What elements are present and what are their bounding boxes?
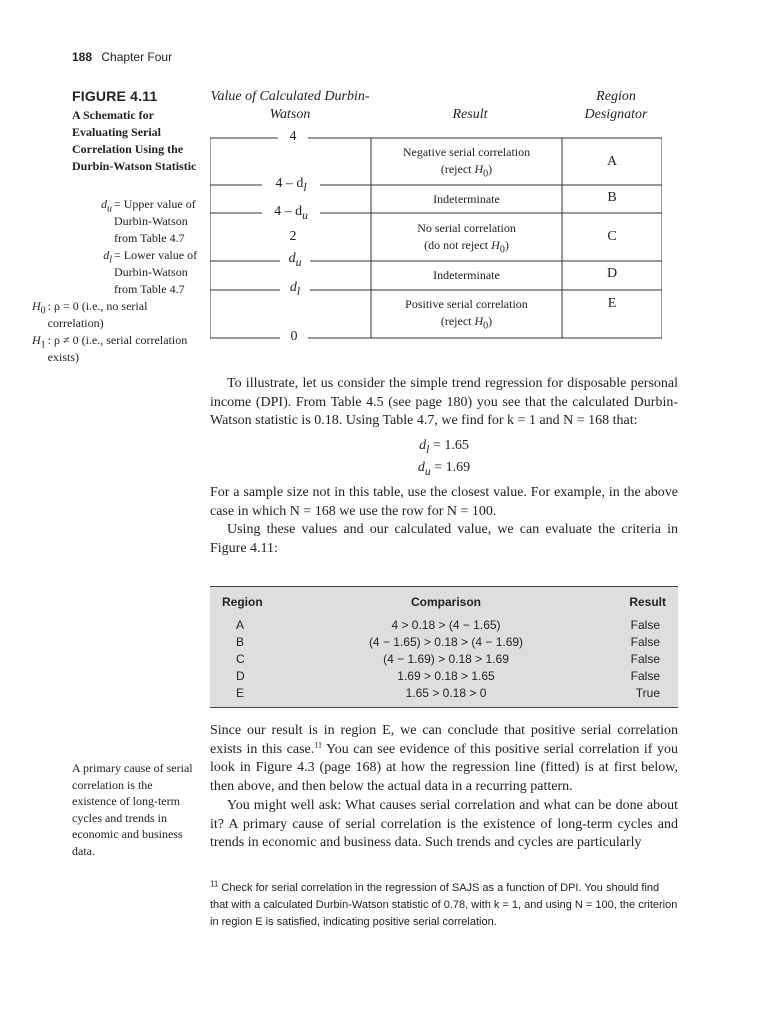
table-header-comparison: Comparison (410, 595, 481, 609)
paragraph-illustrate: To illustrate, let us consider the simple trend regression for disposable personal income (DPI). From Table 4.5 (see page 180) you see that the calculated Durbin-Watson statistic is 0.18. Using Table 4.7, we find for k = 1 and N = 168 that: (210, 376, 678, 428)
legend-item-h1: $H_1$ : ρ ≠ 0 (i.e., serial correlation exists) (32, 333, 188, 364)
table-header-result: Result (629, 595, 666, 609)
footnote: $^{11}$ Check for serial correlation in the regression of SAJS as a function of DPI. You should find that with a calculated Durbin-Watson statistic of 0.78, with k = 1, and using N = 100, the criterion in region E is satisfied, indicating positive serial correlation. (210, 879, 678, 928)
dw-value-4-du: $4 - d_u$ (274, 204, 308, 222)
dw-value-0: 0 (290, 329, 298, 344)
footnote-ref[interactable]: 11 (314, 739, 322, 749)
result-region-d: Indeterminate (433, 268, 500, 282)
region-b: B (607, 190, 617, 205)
region-a: A (606, 154, 618, 169)
col-header-value: Value of Calculated Durbin-Watson (210, 89, 370, 122)
dw-value-2: 2 (289, 229, 297, 244)
region-e: E (607, 296, 617, 311)
table-header-region: Region (222, 595, 263, 609)
equation-dl: $d_l = 1.65$ (419, 438, 469, 456)
page-number: 188 (72, 50, 93, 64)
margin-note: A primary cause of serial correlation is the existence of long-term cycles and trends in economic and business data. (72, 761, 193, 858)
figure-legend (32, 196, 200, 366)
dw-value-4-dl: $4 - d_l$ (275, 176, 307, 194)
table-row: A 4 > 0.18 > (4 − 1.65) False (236, 618, 660, 632)
col-header-result: Result (452, 107, 488, 122)
paragraph-sample-size: For a sample size not in this table, use the closest value. For example, in the above case in which N = 168 we use the row for N = 100. (210, 485, 678, 519)
paragraph-causes: You might well ask: What causes serial correlation and what can be done about it? A primary cause of serial correlation is the existence of long-term cycles and trends in economic and business data. Such trends and cycles are particularly (210, 798, 678, 850)
running-header (72, 50, 172, 64)
durbin-watson-schematic (210, 88, 662, 353)
region-c: C (607, 229, 617, 244)
result-region-b: Indeterminate (433, 192, 500, 206)
dw-value-du: $d_u$ (288, 251, 302, 269)
paragraph-evaluate: Using these values and our calculated value, we can evaluate the criteria in Figure 4.11: (210, 522, 678, 556)
figure-label: FIGURE 4.11 (72, 88, 158, 104)
table-row: C (4 − 1.69) > 0.18 > 1.69 False (236, 652, 660, 666)
legend-item-dl: $d_l$ = Lower value of Durbin-Watson from Table 4.7 (103, 248, 198, 296)
col-header-region: Region Designator (584, 89, 648, 122)
table-row: E 1.65 > 0.18 > 0 True (236, 686, 660, 700)
chapter-title: Chapter Four (101, 50, 173, 64)
result-region-e: Positive serial correlation (reject $H_0$) (405, 297, 528, 332)
dw-value-dl: $d_l$ (289, 280, 301, 298)
table-body (210, 617, 678, 702)
result-region-a: Negative serial correlation (reject $H_0$) (402, 145, 531, 180)
legend-item-du: $d_u$ = Upper value of Durbin-Watson from Table 4.7 (101, 197, 196, 245)
table-row: D 1.69 > 0.18 > 1.65 False (236, 669, 660, 683)
table-row: B (4 − 1.65) > 0.18 > (4 − 1.69) False (236, 635, 660, 649)
paragraph-region-e: Since our result is in region E, we can conclude that positive serial correlation exists in this case.$^{11}$ You can see evidence of this positive serial correlation if you look in Figure 4.3 (page 168) at how the regression line (fitted) is at first below, then above, and then below the actual data in a recurring pattern. (210, 723, 678, 794)
equation-du: $d_u = 1.69$ (417, 459, 471, 478)
comparison-table (210, 586, 678, 708)
figure-title: A Schematic for Evaluating Serial Correlation Using the Durbin-Watson Statistic (72, 108, 197, 173)
dw-value-4: 4 (289, 129, 297, 144)
equation-block (210, 437, 678, 481)
result-region-c: No serial correlation (do not reject $H_0$) (417, 221, 516, 256)
region-d: D (606, 266, 618, 281)
legend-item-h0: $H_0$ : ρ = 0 (i.e., no serial correlation) (32, 299, 148, 330)
